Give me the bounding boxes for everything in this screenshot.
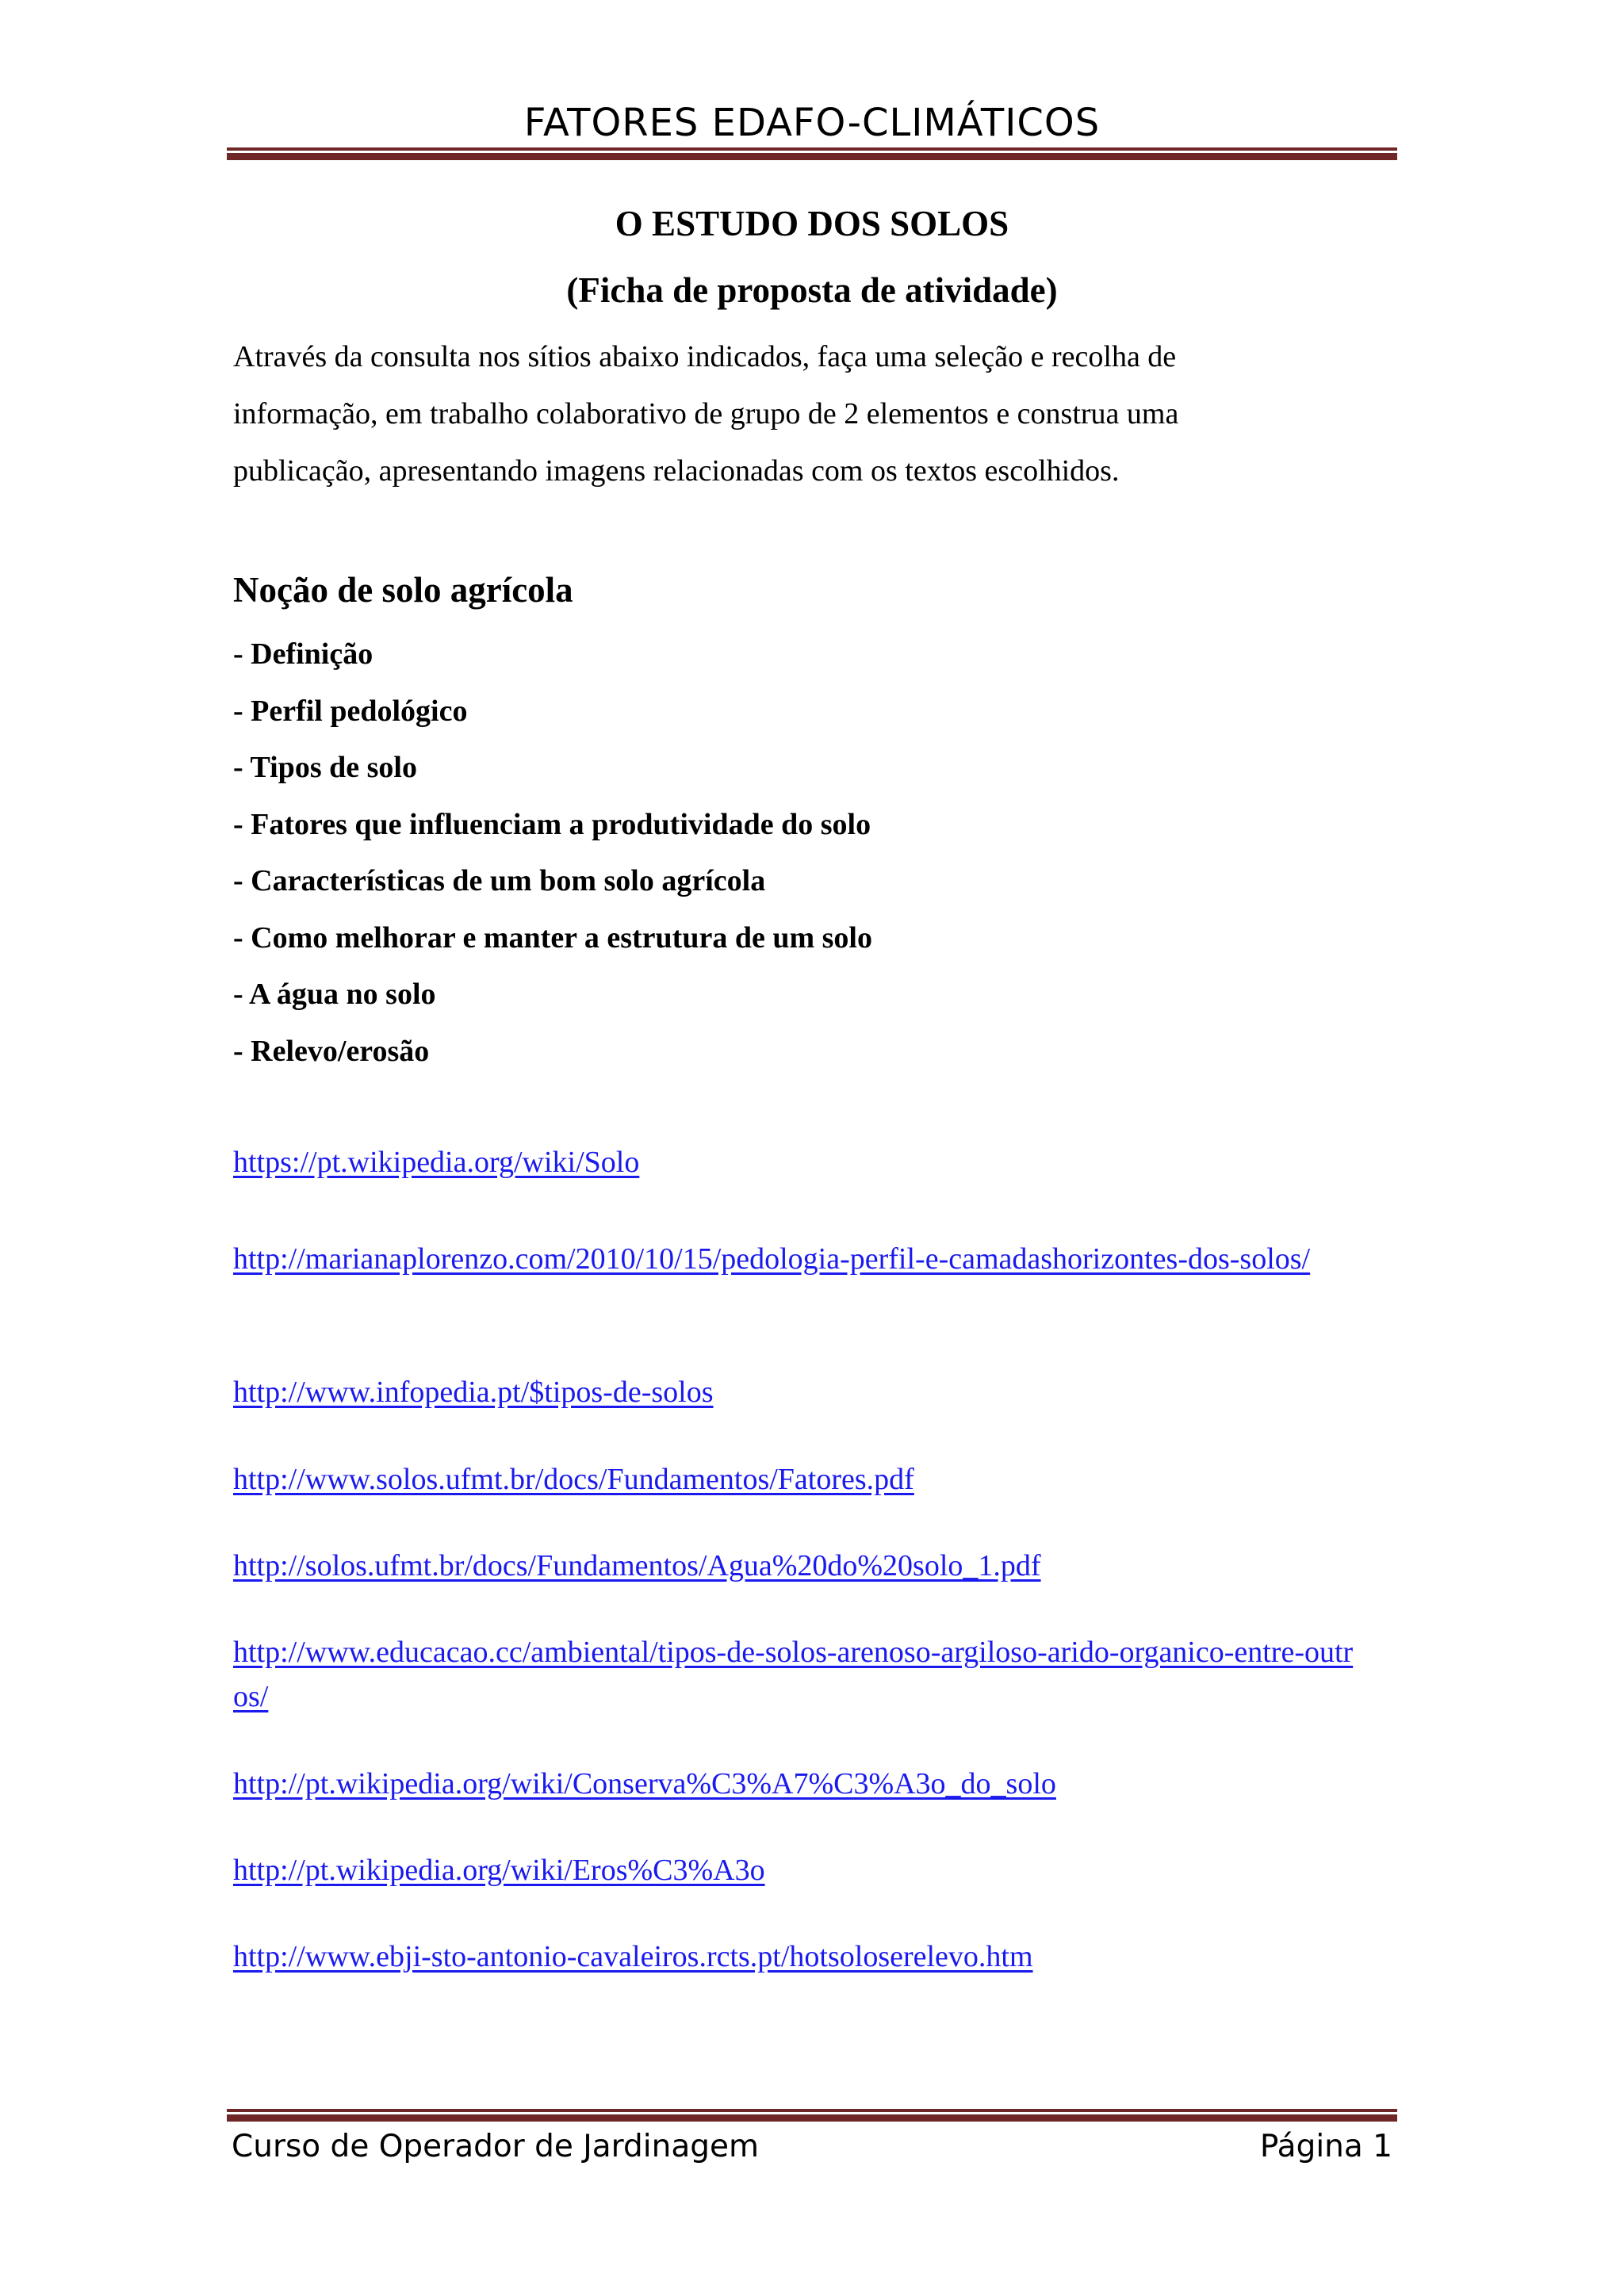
- intro-line: publicação, apresentando imagens relacionadas com os textos escolhidos.: [233, 454, 1120, 488]
- section-heading: Noção de solo agrícola: [233, 570, 573, 610]
- topic-item: - Perfil pedológico: [233, 694, 468, 728]
- link-ebji-solos-e-relevo[interactable]: http://www.ebji-sto-antonio-cavaleiros.rcts.pt/hotsoloserelevo.htm: [233, 1940, 1033, 1973]
- topic-item: - Tipos de solo: [233, 751, 417, 784]
- topic-item: - A água no solo: [233, 978, 436, 1011]
- page-header-title: FATORES EDAFO-CLIMÁTICOS: [523, 101, 1101, 145]
- header-rule: [227, 147, 1397, 160]
- footer-rule-thick-line: [227, 2114, 1397, 2122]
- header-rule-thick-line: [227, 153, 1397, 160]
- footer-course-name: Curso de Operador de Jardinagem: [232, 2129, 759, 2164]
- topic-item: - Como melhorar e manter a estrutura de um solo: [233, 920, 872, 955]
- link-educacao-tipos-de-solos[interactable]: http://www.educacao.cc/ambiental/tipos-de-solos-arenoso-argiloso-arido-organico-entre-outros/: [233, 1636, 1354, 1713]
- link-ufmt-agua-do-solo[interactable]: http://solos.ufmt.br/docs/Fundamentos/Agua%20do%20solo_1.pdf: [233, 1549, 1041, 1582]
- topic-item: - Fatores que influenciam a produtividade do solo: [233, 807, 871, 841]
- footer-rule: [227, 2109, 1397, 2122]
- document-title: O ESTUDO DOS SOLOS: [615, 204, 1009, 243]
- link-wikipedia-solo[interactable]: https://pt.wikipedia.org/wiki/Solo: [233, 1146, 640, 1179]
- document-subtitle: (Ficha de proposta de atividade): [566, 270, 1058, 310]
- footer-page-number: Página 1: [1259, 2129, 1392, 2164]
- intro-paragraph: [233, 328, 1399, 499]
- link-marianaplorenzo-pedologia[interactable]: http://marianaplorenzo.com/2010/10/15/pedologia-perfil-e-camadashorizontes-dos-solos/: [233, 1242, 1311, 1276]
- topic-item: - Definição: [233, 637, 373, 671]
- intro-line: informação, em trabalho colaborativo de grupo de 2 elementos e construa uma: [233, 397, 1179, 430]
- topic-list: [233, 626, 872, 1080]
- link-infopedia-tipos-de-solos[interactable]: http://www.infopedia.pt/$tipos-de-solos: [233, 1376, 714, 1409]
- link-ufmt-fatores[interactable]: http://www.solos.ufmt.br/docs/Fundamentos/Fatores.pdf: [233, 1463, 914, 1496]
- topic-item: - Relevo/erosão: [233, 1034, 430, 1068]
- intro-line: Através da consulta nos sítios abaixo indicados, faça uma seleção e recolha de: [233, 340, 1177, 373]
- topic-item: - Características de um bom solo agrícola: [233, 864, 766, 897]
- link-wikipedia-erosao[interactable]: http://pt.wikipedia.org/wiki/Eros%C3%A3o: [233, 1854, 765, 1887]
- link-wikipedia-conservacao-do-solo[interactable]: http://pt.wikipedia.org/wiki/Conserva%C3%A7%C3%A3o_do_solo: [233, 1767, 1056, 1800]
